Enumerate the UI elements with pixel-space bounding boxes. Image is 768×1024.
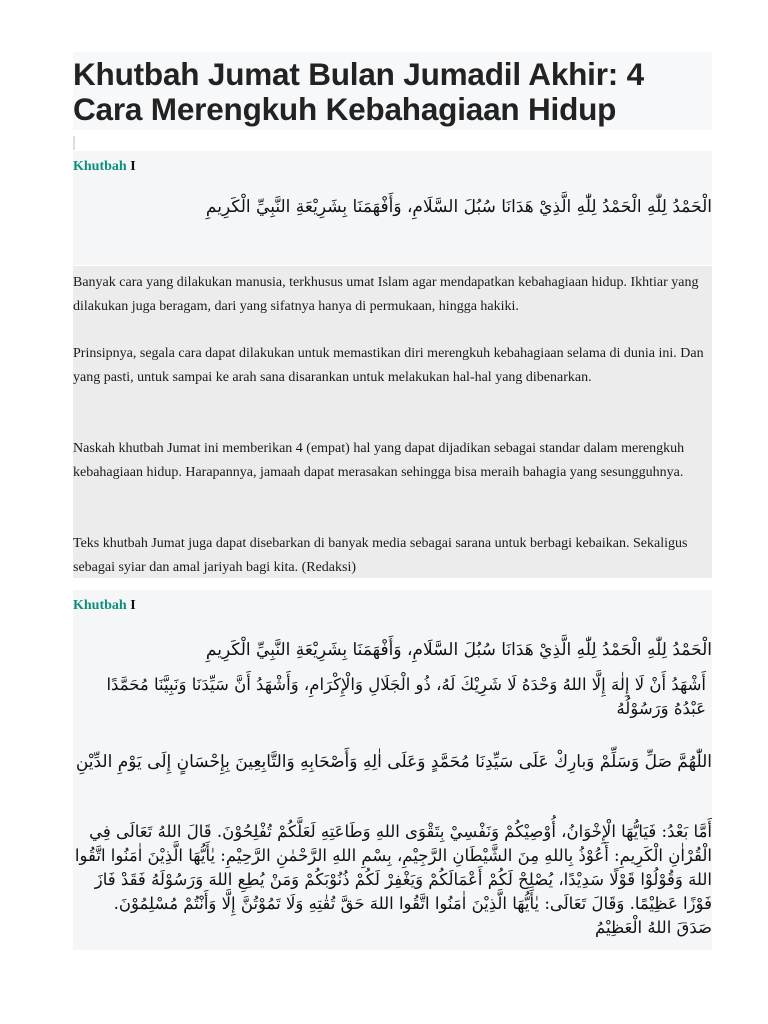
khutbah-link[interactable]: Khutbah (73, 159, 127, 174)
khutbah-link[interactable]: Khutbah (73, 598, 127, 613)
section-number: I (130, 159, 136, 174)
intro-text-block (73, 266, 712, 578)
khutbah-section-1 (73, 151, 712, 265)
title-block (73, 52, 712, 130)
paragraph-1: Banyak cara yang dilakukan manusia, terkhusus umat Islam agar mendapatkan kebahagiaan hidup. Ikhtiar yang dilakukan juga beragam, dari yang sifatnya hanya di permukaan, hingga hakiki. (73, 275, 699, 314)
paragraph-2: Prinsipnya, segala cara dapat dilakukan untuk memastikan diri merengkuh kebahagiaan selama di dunia ini. Dan yang pasti, untuk sampai ke arah sana disarankan untuk melakukan hal-hal yang dibenarkan. (73, 346, 704, 385)
page-title: Khutbah Jumat Bulan Jumadil Akhir: 4 Cara Merengkuh Kebahagiaan Hidup (73, 56, 644, 127)
divider (73, 136, 75, 150)
arabic-opening: الْحَمْدُ لِلّٰهِ الْحَمْدُ لِلّٰهِ الَّذِيْ هَدَانَا سُبُلَ السَّلَامِ، وَأَفْهَمَنَا بِشَرِيْعَةِ النَّبِيِّ الْكَرِيمِ (205, 197, 712, 217)
section-number: I (130, 598, 136, 613)
section-label (73, 598, 136, 614)
arabic-syahadat: أَشْهَدُ أَنْ لَا إِلٰهَ إِلَّا اللهُ وَحْدَهُ لَا شَرِيْكَ لَهُ، ذُو الْجَلَالِ وَالْإِكْرَامِ، وَأَشْهَدُ أَنَّ سَيِّدَنَا وَنَبِيَّنَا مُحَمَّدًا عَبْدُهُ وَرَسُوْلُهُ (106, 675, 706, 718)
arabic-wasiat: أَمَّا بَعْدُ: فَيَايُّهَا الْإِخْوَانُ، أُوْصِيْكُمْ وَنَفْسِيْ بِتَقْوَى اللهِ وَطَاعَتِهِ لَعَلَّكُمْ تُفْلِحُوْنَ. قَالَ اللهُ تَعَالَى فِي الْقُرْاٰنِ الْكَرِيمِ: أَعُوْذُ بِاللهِ مِنَ الشَّيْطَانِ الرَّجِيْمِ، بِسْمِ اللهِ الرَّحْمٰنِ الرَّحِيْمِ: يٰأَيُّهَا الَّذِيْنَ اٰمَنُوا اتَّقُوا اللهَ وَقُوْلُوْا قَوْلًا سَدِيْدًا، يُصْلِحْ لَكُمْ أَعْمَالَكُمْ وَيَغْفِرْ لَكُمْ ذُنُوْبَكُمْ وَمَنْ يُطِعِ اللهَ وَرَسُوْلَهُ فَقَدْ فَازَ فَوْزًا عَظِيْمًا. وَقَالَ تَعَالَى: يٰأَيُّهَا الَّذِيْنَ اٰمَنُوا اتَّقُوا اللهَ حَقَّ تُقٰتِهِ وَلَا تَمُوْتُنَّ إِلَّا وَأَنْتُمْ مُسْلِمُوْنَ. صَدَقَ اللهُ الْعَظِيْمُ (74, 822, 712, 937)
khutbah-section-2 (73, 590, 712, 950)
arabic-hamdalah: الْحَمْدُ لِلّٰهِ الْحَمْدُ لِلّٰهِ الَّذِيْ هَدَانَا سُبُلَ السَّلَامِ، وَأَفْهَمَنَا بِشَرِيْعَةِ النَّبِيِّ الْكَرِيمِ (205, 640, 712, 660)
paragraph-3: Naskah khutbah Jumat ini memberikan 4 (empat) hal yang dapat dijadikan sebagai standar dalam merengkuh kebahagiaan hidup. Harapannya, jamaah dapat merasakan sehingga bisa meraih bahagia yang sesungguhnya. (73, 441, 685, 480)
arabic-shalawat: اللّٰهُمَّ صَلِّ وَسَلِّمْ وَبارِكْ عَلَى سَيِّدِنَا مُحَمَّدٍ وَعَلَى اٰلِهِ وَأَصْحَابِهِ وَالتَّابِعِينَ بِإِحْسَانٍ إِلَى يَوْمِ الدِّيْنِ (75, 752, 712, 772)
paragraph-4: Teks khutbah Jumat juga dapat disebarkan di banyak media sebagai sarana untuk berbagi kebaikan. Sekaligus sebagai syiar dan amal jariyah bagi kita. (Redaksi) (73, 536, 688, 575)
section-label (73, 159, 136, 175)
